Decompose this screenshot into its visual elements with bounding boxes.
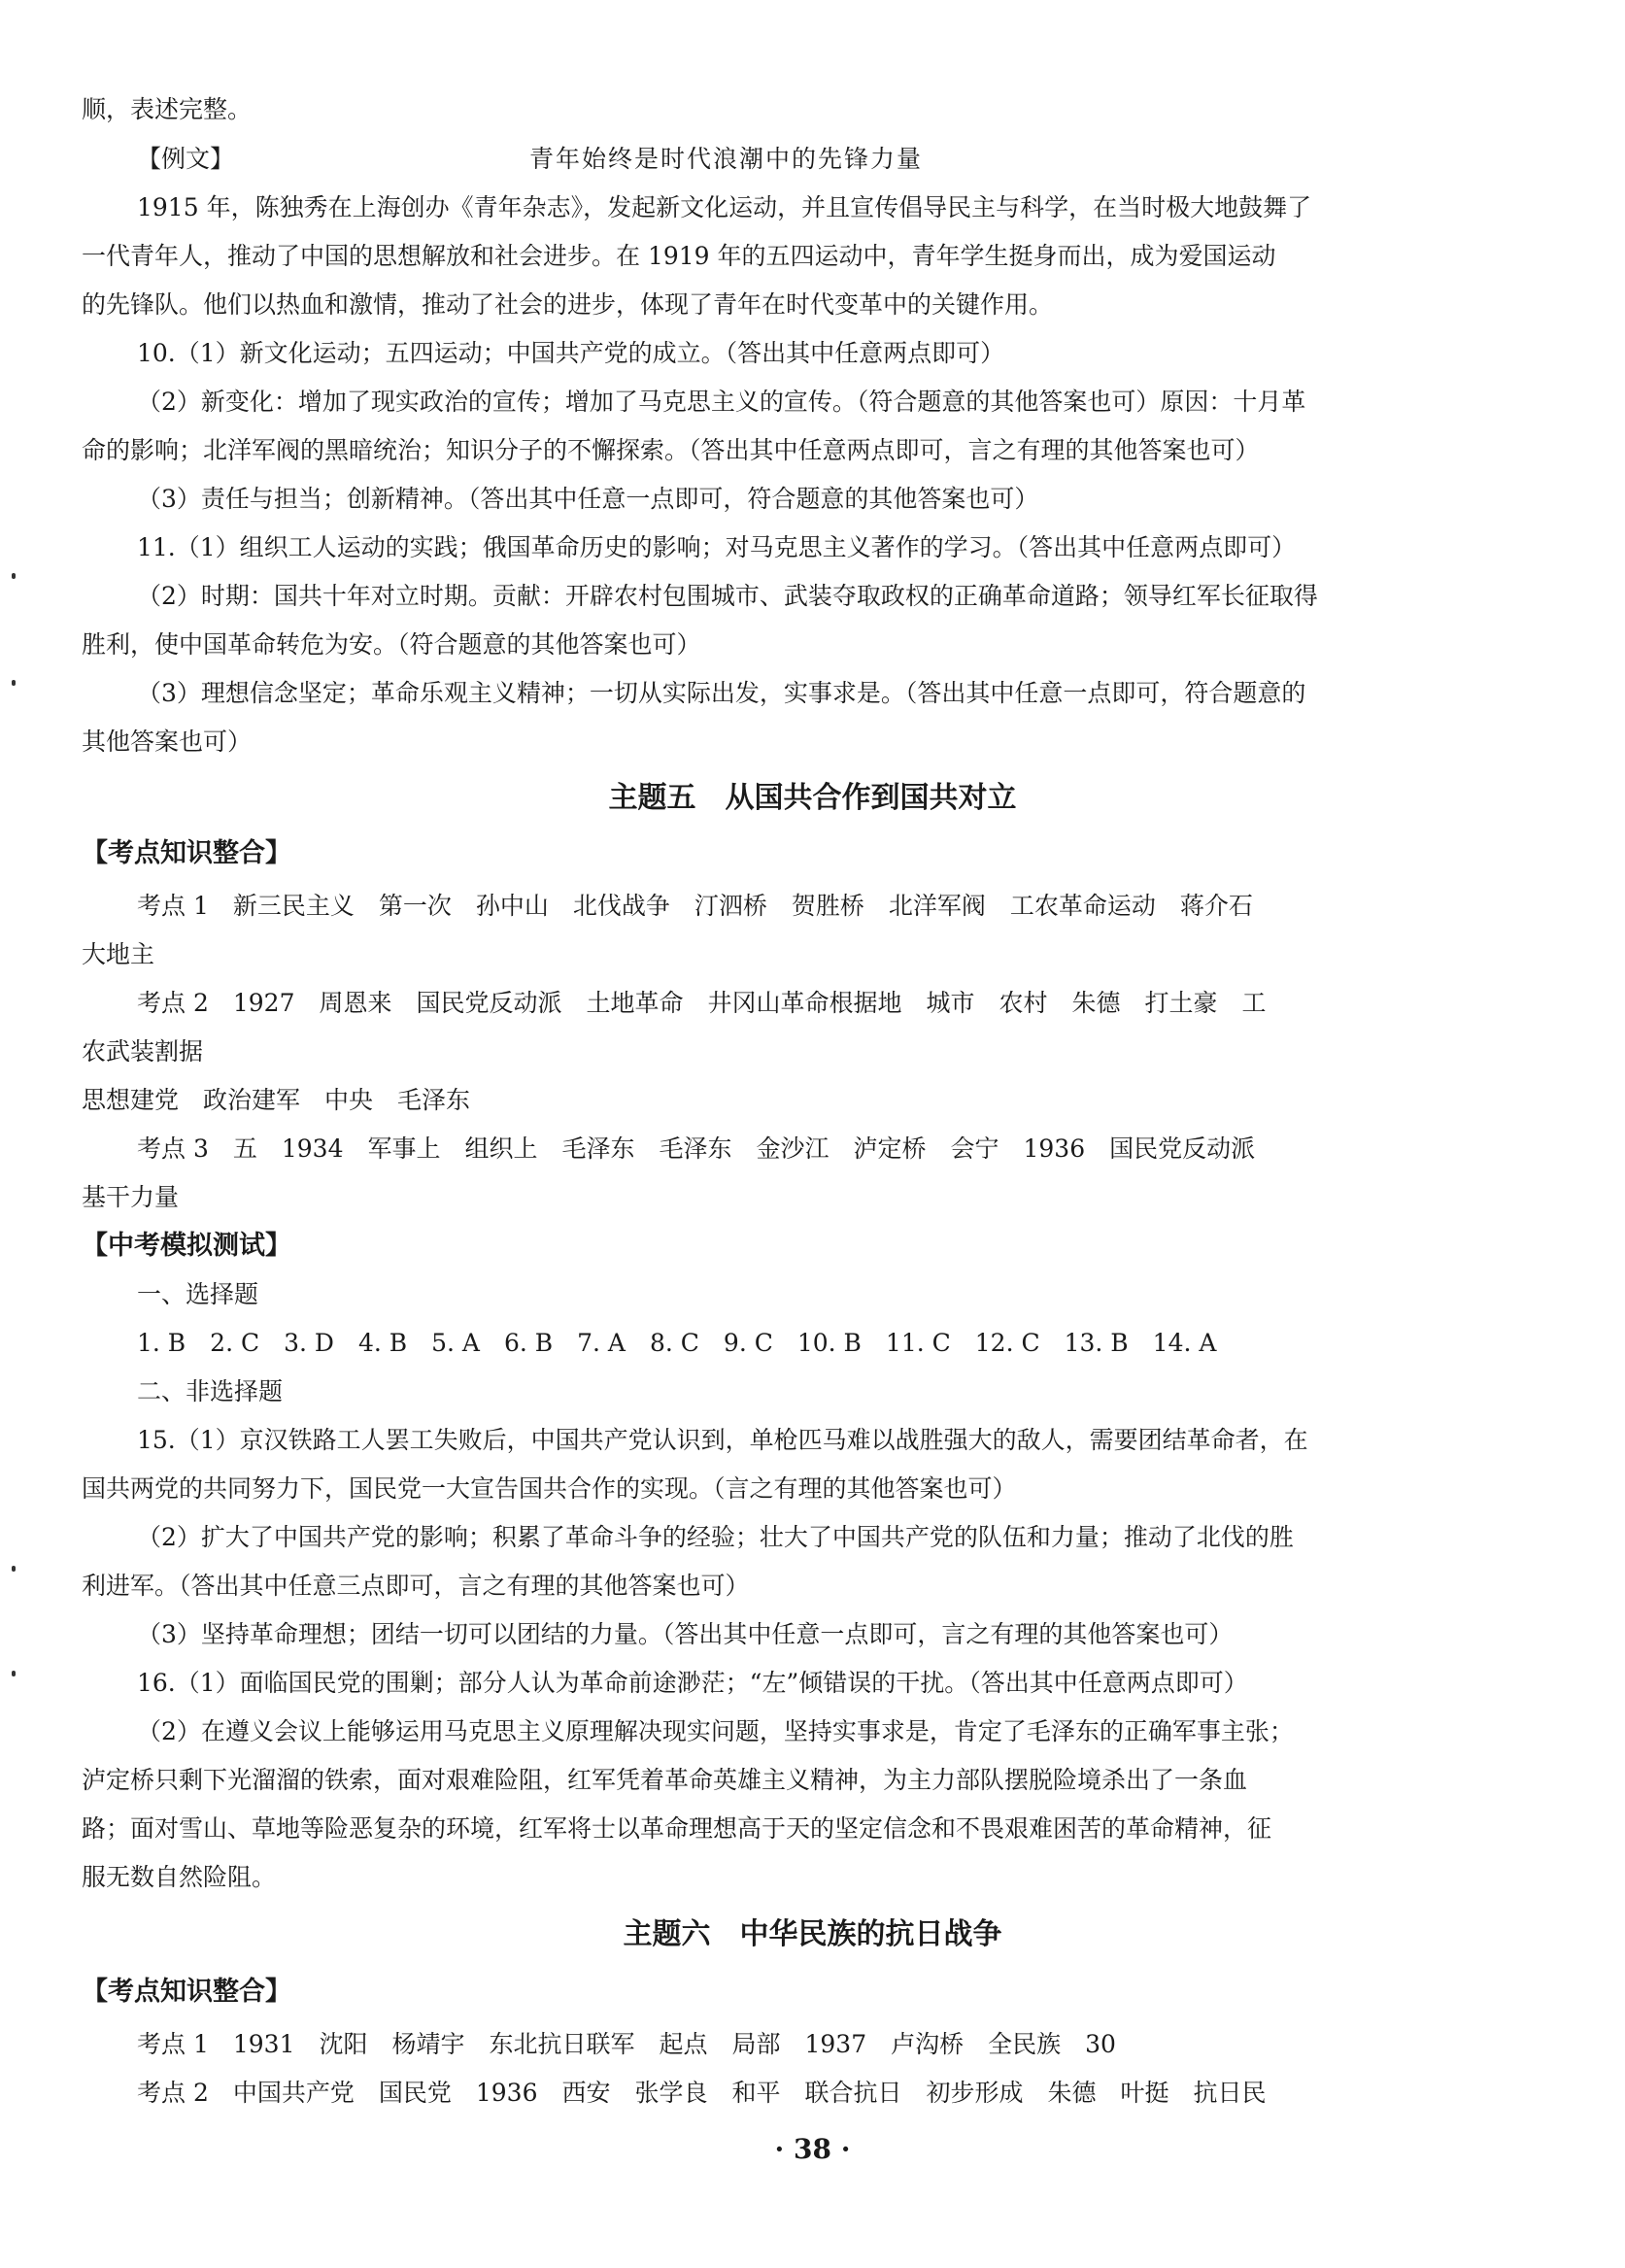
subsection-heading: 【中考模拟测试】: [82, 1231, 291, 1261]
text-line: 路；面对雪山、草地等险恶复杂的环境，红军将士以革命理想高于天的坚定信念和不畏艰难困苦的革命精神，征: [82, 1814, 1272, 1843]
text-line: 考点 2 中国共产党 国民党 1936 西安 张学良 和平 联合抗日 初步形成 朱德 叶挺 抗日民: [137, 2079, 1267, 2107]
text-line: 服无数自然险阻。: [82, 1863, 277, 1891]
subsection-heading: 【考点知识整合】: [82, 1977, 291, 2007]
text-line: 利进军。（答出其中任意三点即可，言之有理的其他答案也可）: [82, 1572, 750, 1600]
text-line: 顺，表述完整。: [82, 95, 253, 123]
margin-mark: [12, 573, 16, 579]
text-line: 考点 1 新三民主义 第一次 孙中山 北伐战争 汀泗桥 贺胜桥 北洋军阀 工农革命运动 蒋介石: [137, 892, 1253, 920]
text-line: （2）新变化：增加了现实政治的宣传；增加了马克思主义的宣传。（符合题意的其他答案也可）原因：十月革: [137, 388, 1306, 416]
text-line: 基干力量: [82, 1183, 180, 1211]
text-line: 命的影响；北洋军阀的黑暗统治；知识分子的不懈探索。（答出其中任意两点即可，言之有理的其他答案也可）: [82, 436, 1260, 464]
essay-title: 青年始终是时代浪潮中的先锋力量: [529, 145, 924, 173]
text-line: 大地主: [82, 940, 155, 968]
text-line: 考点 3 五 1934 军事上 组织上 毛泽东 毛泽东 金沙江 泸定桥 会宁 1936 国民党反动派: [137, 1134, 1256, 1163]
choice-answers: 1. B 2. C 3. D 4. B 5. A 6. B 7. A 8. C 9. C 10. B 11. C 12. C 13. B 14. A: [137, 1329, 1217, 1357]
margin-mark: [12, 680, 16, 686]
text-line: 1915 年，陈独秀在上海创办《青年杂志》，发起新文化运动，并且宣传倡导民主与科学，在当时极大地鼓舞了: [137, 193, 1312, 221]
text-line: （2）在遵义会议上能够运用马克思主义原理解决现实问题，坚持实事求是，肯定了毛泽东的正确军事主张；: [137, 1717, 1294, 1745]
text-line: 泸定桥只剩下光溜溜的铁索，面对艰难险阻，红军凭着革命英雄主义精神，为主力部队摆脱险境杀出了一条血: [82, 1766, 1248, 1794]
answer-10: 10.（1）新文化运动；五四运动；中国共产党的成立。（答出其中任意两点即可）: [137, 339, 1005, 367]
text-line: （2）时期：国共十年对立时期。贡献：开辟农村包围城市、武装夺取政权的正确革命道路；领导红军长征取得: [137, 582, 1318, 610]
text-line: （3）责任与担当；创新精神。（答出其中任意一点即可，符合题意的其他答案也可）: [137, 485, 1039, 513]
answer-11: 11.（1）组织工人运动的实践；俄国革命历史的影响；对马克思主义著作的学习。（答出其中任意两点即可）: [137, 533, 1297, 561]
text-line: （2）扩大了中国共产党的影响；积累了革命斗争的经验；壮大了中国共产党的队伍和力量；推动了北伐的胜: [137, 1523, 1294, 1551]
text-line: 的先锋队。他们以热血和激情，推动了社会的进步，体现了青年在时代变革中的关键作用。: [82, 290, 1054, 319]
page-number: · 38 ·: [774, 2133, 851, 2165]
answer-15: 15.（1）京汉铁路工人罢工失败后，中国共产党认识到，单枪匹马难以战胜强大的敌人，需要团结革命者，在: [137, 1426, 1308, 1454]
text-line: 考点 2 1927 周恩来 国民党反动派 土地革命 井冈山革命根据地 城市 农村 朱德 打土豪 工: [137, 989, 1267, 1017]
section-5-title: 主题五 从国共合作到国共对立: [608, 781, 1017, 815]
text-line: 胜利，使中国革命转危为安。（符合题意的其他答案也可）: [82, 630, 701, 659]
margin-mark: [12, 1671, 16, 1676]
text-line: 一代青年人，推动了中国的思想解放和社会进步。在 1919 年的五四运动中，青年学生挺身而出，成为爱国运动: [82, 242, 1276, 270]
text-line: 国共两党的共同努力下，国民党一大宣告国共合作的实现。（言之有理的其他答案也可）: [82, 1474, 1017, 1503]
text-line: 一、选择题: [137, 1280, 259, 1308]
example-label: 【例文】: [137, 145, 235, 173]
margin-mark: [12, 1566, 16, 1572]
text-line: 考点 1 1931 沈阳 杨靖宇 东北抗日联军 起点 局部 1937 卢沟桥 全民族 30: [137, 2030, 1116, 2058]
text-line: 思想建党 政治建军 中央 毛泽东: [82, 1086, 471, 1114]
text-line: 其他答案也可）: [82, 728, 253, 756]
text-line: （3）理想信念坚定；革命乐观主义精神；一切从实际出发，实事求是。（答出其中任意一点即可，符合题意的: [137, 679, 1306, 707]
answer-16: 16.（1）面临国民党的围剿；部分人认为革命前途渺茫；“左”倾错误的干扰。（答出其中任意两点即可）: [137, 1669, 1248, 1697]
text-line: （3）坚持革命理想；团结一切可以团结的力量。（答出其中任意一点即可，言之有理的其他答案也可）: [137, 1620, 1234, 1648]
text-line: 二、非选择题: [137, 1377, 284, 1405]
section-6-title: 主题六 中华民族的抗日战争: [623, 1917, 1002, 1951]
text-line: 农武装割据: [82, 1037, 204, 1066]
subsection-heading: 【考点知识整合】: [82, 838, 291, 868]
